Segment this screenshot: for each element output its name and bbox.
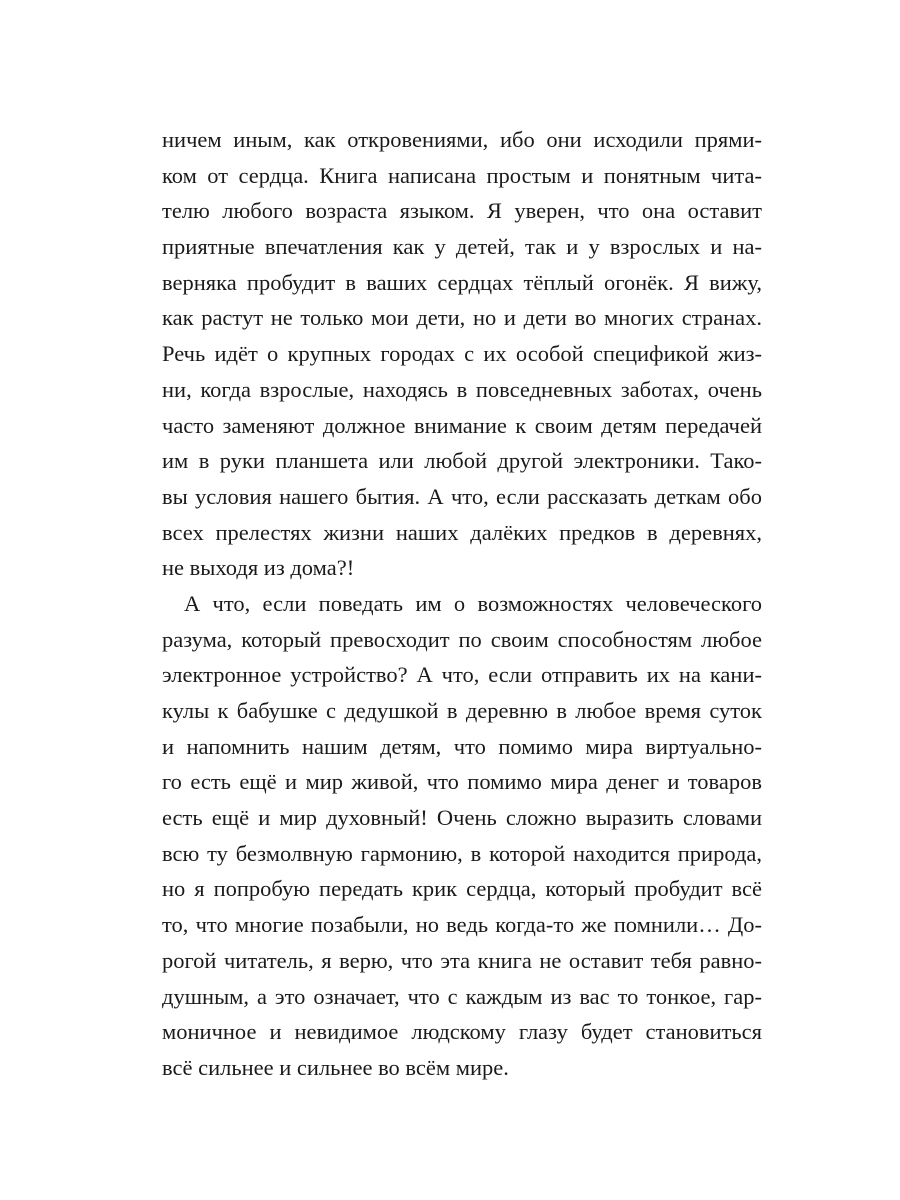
paragraph-1 — [162, 122, 762, 586]
text-line: ничем иным, как откровениями, ибо они исходили прями- — [162, 127, 762, 152]
text-line: всех прелестях жизни наших далёких предков в деревнях, — [162, 519, 762, 545]
text-line: всю ту безмолвную гармонию, в которой находится природа, — [162, 840, 762, 866]
text-line: как растут не только мои дети, но и дети во многих странах. — [162, 305, 762, 331]
text-line: ком от сердца. Книга написана простым и понятным чита- — [162, 162, 762, 188]
text-line: разума, который превосходит по своим способностям любое — [162, 626, 762, 652]
paragraph-2 — [162, 586, 762, 1086]
body-text — [162, 122, 762, 1086]
text-line: моничное и невидимое людскому глазу будет становиться — [162, 1019, 762, 1045]
text-line: приятные впечатления как у детей, так и у взрослых и на- — [162, 234, 762, 260]
text-line: то, что многие позабыли, но ведь когда-то же помнили… До- — [162, 912, 762, 938]
text-line: часто заменяют должное внимание к своим детям передачей — [162, 412, 762, 438]
text-line: вы условия нашего бытия. А что, если рассказать деткам обо — [162, 483, 762, 509]
text-line: телю любого возраста языком. Я уверен, что она оставит — [162, 198, 762, 224]
text-line: А что, если поведать им о возможностях человеческого — [184, 590, 762, 616]
text-line: не выходя из дома?! — [162, 555, 355, 581]
text-line: и напомнить нашим детям, что помимо мира виртуально- — [162, 733, 762, 759]
text-line: кулы к бабушке с дедушкой в деревню в любое время суток — [162, 698, 762, 723]
text-line: всё сильнее и сильнее во всём мире. — [162, 1054, 509, 1080]
text-line: ни, когда взрослые, находясь в повседневных заботах, очень — [162, 376, 762, 402]
text-line: го есть ещё и мир живой, что помимо мира денег и товаров — [162, 769, 762, 795]
text-line: Речь идёт о крупных городах с их особой спецификой жиз- — [162, 341, 762, 367]
text-line: есть ещё и мир духовный! Очень сложно выразить словами — [162, 805, 762, 831]
text-line: душным, а это означает, что с каждым из вас то тонкое, гар- — [162, 983, 762, 1009]
text-line: им в руки планшета или любой другой электроники. Тако- — [162, 448, 762, 474]
text-line: рогой читатель, я верю, что эта книга не оставит тебя равно- — [162, 947, 762, 973]
text-line: электронное устройство? А что, если отправить их на кани- — [162, 662, 762, 688]
text-line: но я попробую передать крик сердца, который пробудит всё — [162, 876, 762, 902]
text-line: верняка пробудит в ваших сердцах тёплый огонёк. Я вижу, — [162, 269, 762, 295]
